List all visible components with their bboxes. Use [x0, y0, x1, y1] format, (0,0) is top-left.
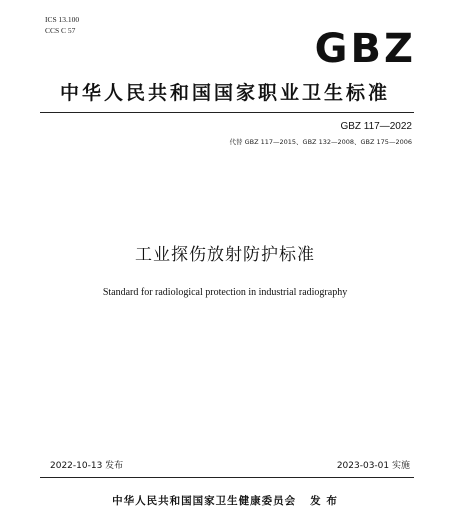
ics-code: ICS 13.100 — [45, 15, 80, 24]
gbz-logo: GBZ — [314, 26, 416, 72]
standard-number: GBZ 117—2022 — [340, 121, 412, 132]
issue-date: 2022-10-13 发布 — [50, 461, 124, 471]
bottom-divider — [40, 477, 414, 478]
replaces-note: 代替 GBZ 117—2015、GBZ 132—2008、GBZ 175—2006 — [229, 138, 412, 146]
implementation-date: 2023-03-01 实施 — [336, 461, 410, 471]
standard-category-title: 中华人民共和国国家职业卫生标准 — [59, 82, 390, 104]
ccs-code: CCS C 57 — [45, 26, 76, 35]
top-divider — [40, 112, 414, 113]
document-title-chinese: 工业探伤放射防护标准 — [135, 245, 315, 265]
classification-codes — [45, 14, 79, 36]
publisher-name: 中华人民共和国国家卫生健康委员会 — [112, 495, 297, 507]
document-title-english: Standard for radiological protection in industrial radiography — [102, 287, 348, 298]
publisher-action: 发 布 — [310, 495, 338, 507]
publisher-line — [0, 494, 450, 509]
